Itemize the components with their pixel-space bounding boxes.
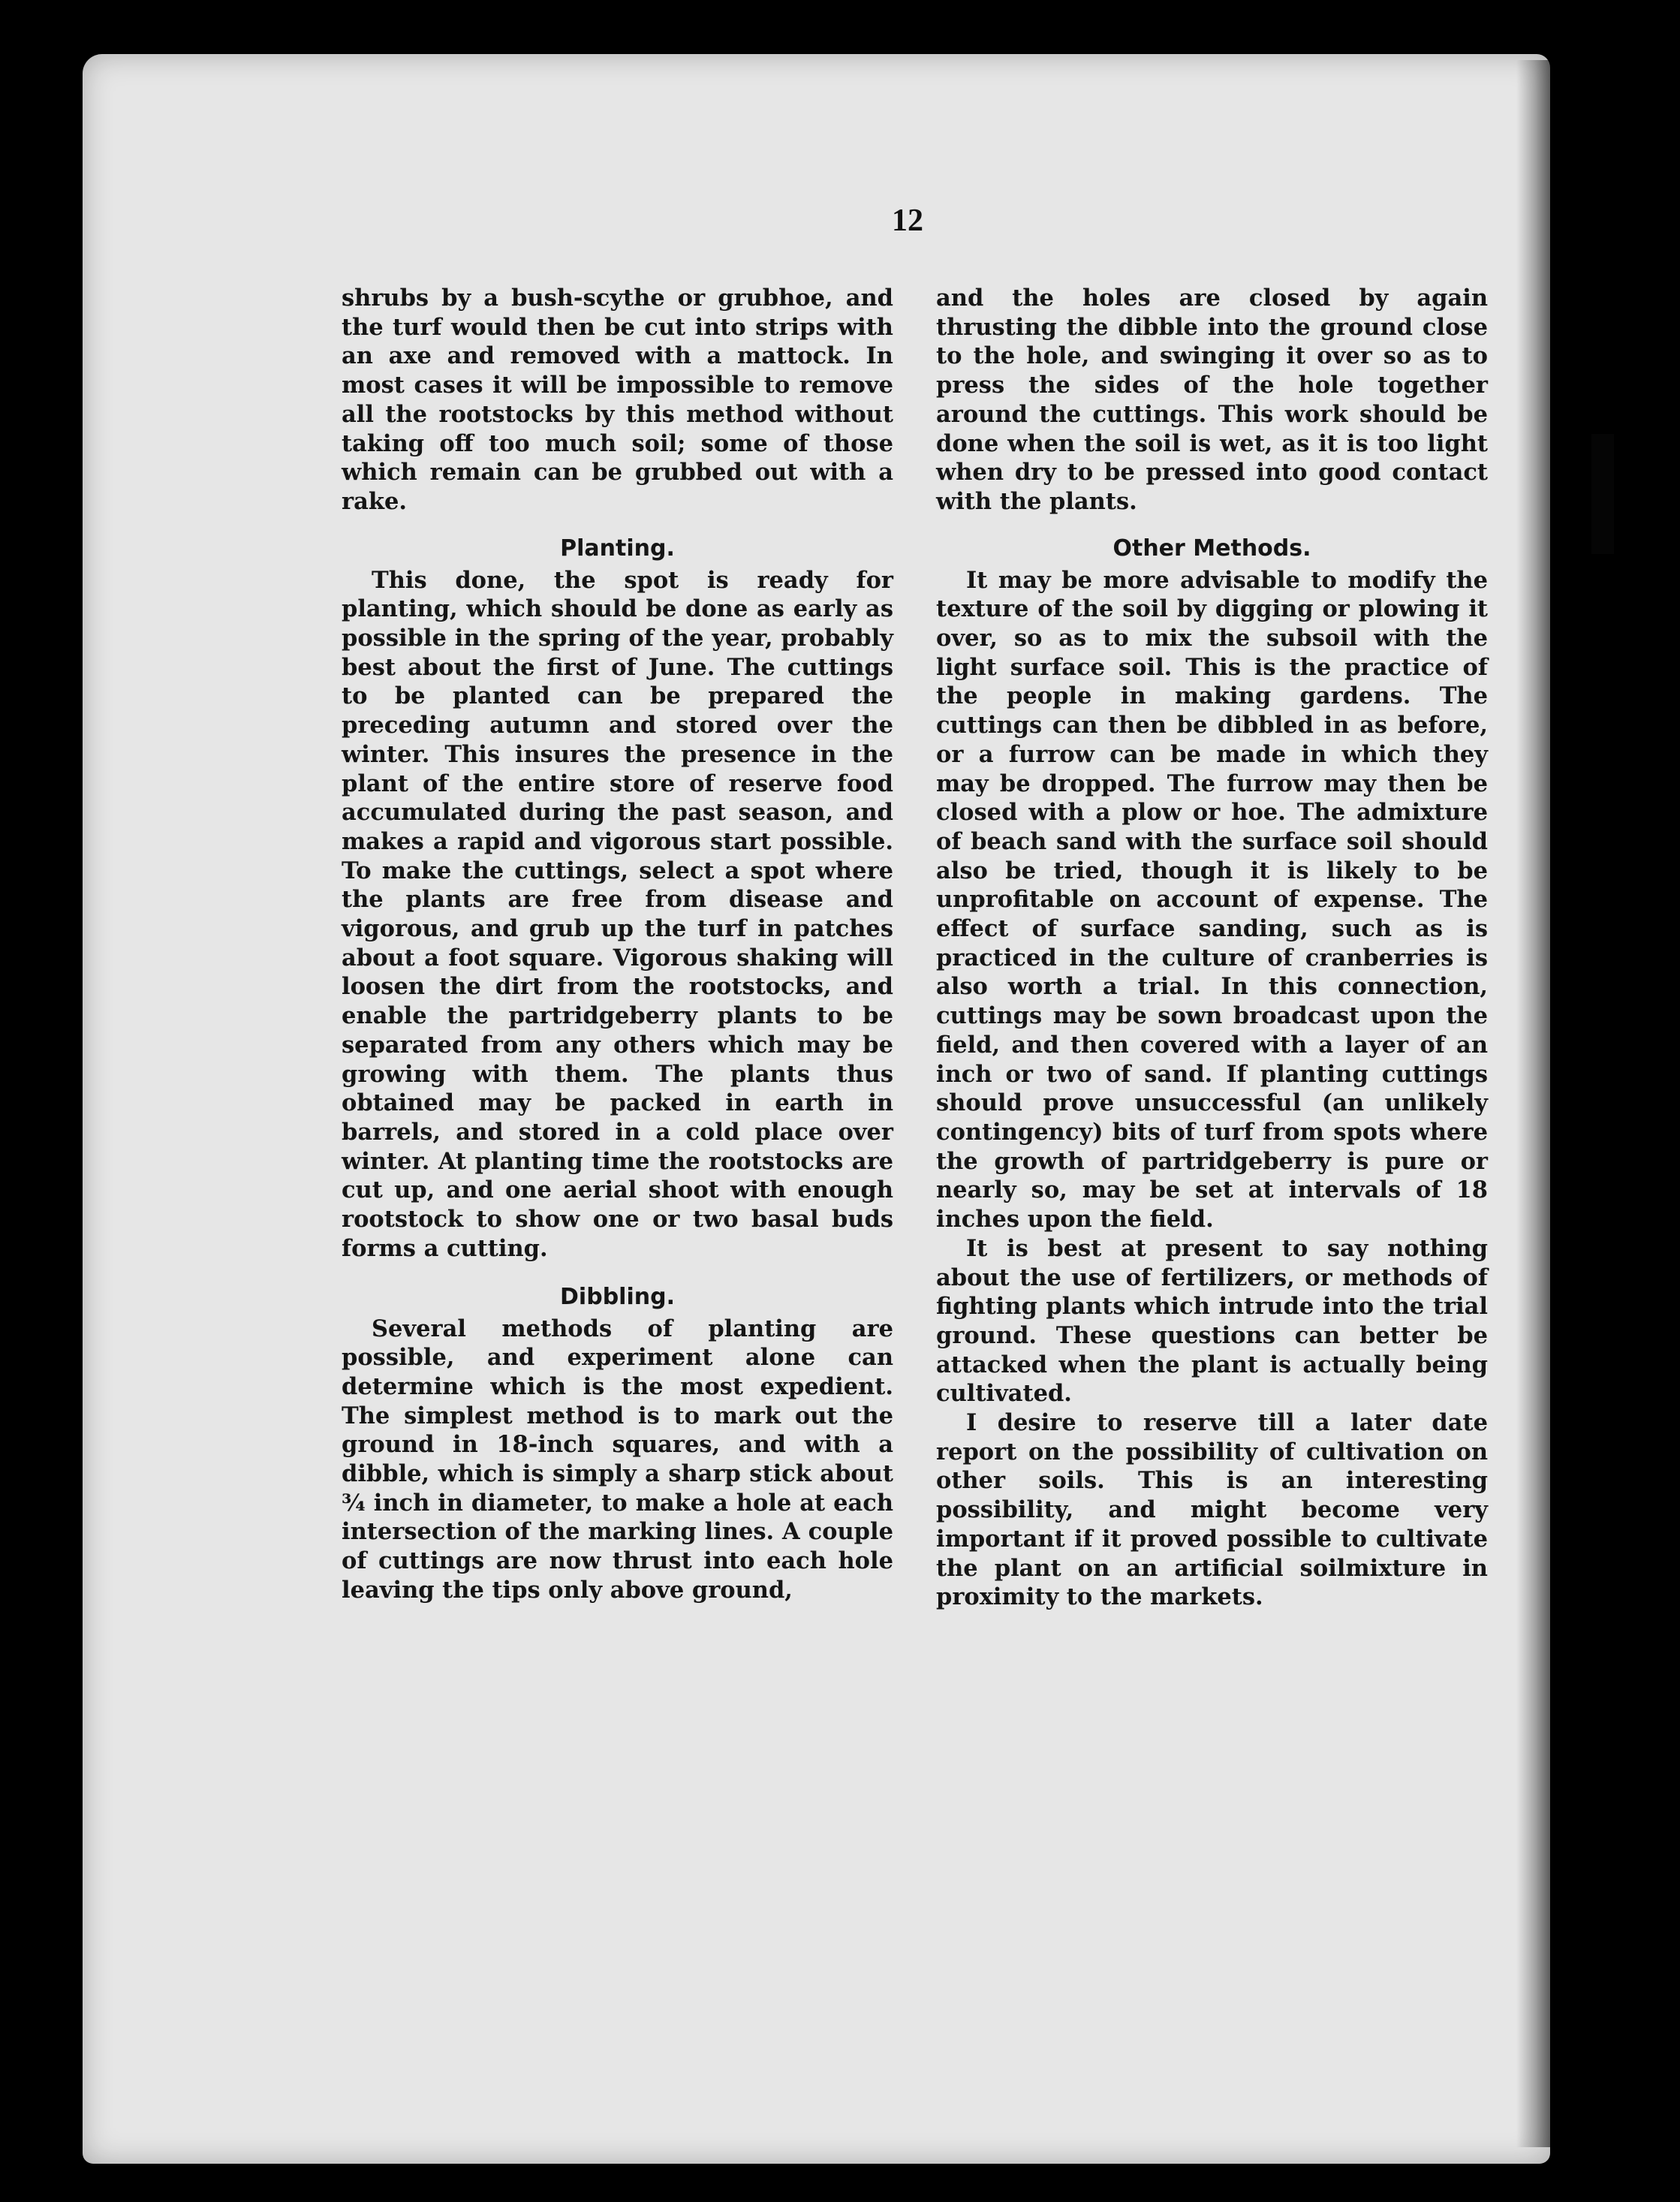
page-spine-shadow xyxy=(1516,60,1561,2147)
paragraph-shrubs: shrubs by a bush-scythe or grubhoe, and the turf would then be cut into strips with an axe and removed with a mattock. In most cases it will be impossible to remove all the rootstocks by this method without taking off too much soil; some of those which remain can be grubbed out with a rake. xyxy=(342,285,893,515)
binding-tab xyxy=(1591,434,1614,554)
paragraph-other-soils: I desire to reserve till a later date report on the possibility of cultivation on other soils. This is an interesting possibility, and might become very important if it proved possible to cultivate the plant on an artificial soilmixture in proximity to the markets. xyxy=(936,1409,1488,1611)
heading-other-methods: Other Methods. xyxy=(1112,535,1311,562)
heading-planting: Planting. xyxy=(560,535,675,562)
paragraph-holes-closed: and the holes are closed by again thrusting the dibble into the ground close to the hole, and swinging it over so as to press the sides of the hole together around the cuttings. This work should be done when the soil is wet, as it is too light when dry to be pressed into good contact with the plants. xyxy=(936,285,1488,515)
paragraph-dibbling: Several methods of planting are possible, and experiment alone can determine which is the most expedient. The simplest method is to mark out the ground in 18-inch squares, and with a dibble, which is simply a sharp stick about ¾ inch in diameter, to make a hole at each intersection of the marking lines. A couple of cuttings are now thrust into each hole leaving the tips only above ground, xyxy=(342,1315,893,1604)
left-column xyxy=(342,284,893,1605)
page-number: 12 xyxy=(892,203,923,238)
paragraph-fertilizers: It is best at present to say nothing about the use of fertilizers, or methods of fighting plants which intrude into the trial ground. These questions can better be attacked when the plant is actually being cultivated. xyxy=(936,1234,1488,1408)
paragraph-planting: This done, the spot is ready for planting, which should be done as early as possible in the spring of the year, probably best about the first of June. The cuttings to be planted can be prepared the preceding autumn and stored over the winter. This insures the presence in the plant of the entire store of reserve food accumulated during the past season, and makes a rapid and vigorous start possible. To make the cuttings, select a spot where the plants are free from disease and vigorous, and grub up the turf in patches about a foot square. Vigorous shaking will loosen the dirt from the rootstocks, and enable the partridgeberry plants to be separated from any others which may be growing with them. The plants thus obtained may be packed in earth in barrels, and stored in a cold place over winter. At planting time the rootstocks are cut up, and one aerial shoot with enough rootstock to show one or two basal buds forms a cutting. xyxy=(342,566,893,1262)
paragraph-other-methods: It may be more advisable to modify the texture of the soil by digging or plowing it over, so as to mix the subsoil with the light surface soil. This is the practice of the people in making gardens. The cuttings can then be dibbled in as before, or a furrow can be made in which they may be dropped. The furrow may then be closed with a plow or hoe. The admixture of beach sand with the surface soil should also be tried, though it is likely to be unprofitable on account of expense. The effect of surface sanding, such as is practiced in the culture of cranberries is also worth a trial. In this connection, cuttings may be sown broadcast upon the field, and then covered with a layer of an inch or two of sand. If planting cuttings should prove unsuccessful (an unlikely contingency) bits of turf from spots where the growth of partridgeberry is pure or nearly so, may be set at intervals of 18 inches upon the field. xyxy=(936,566,1488,1234)
right-column xyxy=(936,284,1488,1612)
heading-dibbling: Dibbling. xyxy=(560,1283,675,1310)
